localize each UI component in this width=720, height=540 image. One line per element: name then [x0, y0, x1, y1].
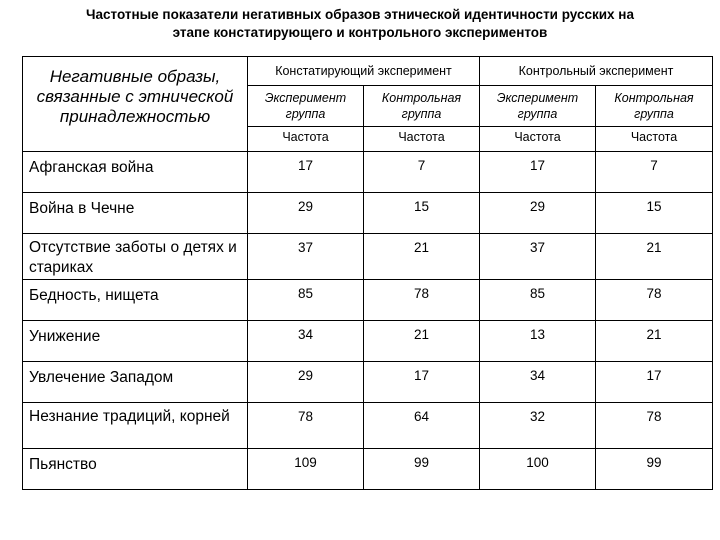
row-label: Незнание традиций, корней: [23, 403, 248, 449]
page-title: [0, 6, 720, 42]
table-cell: 17: [248, 152, 364, 193]
table-cell: 64: [364, 403, 480, 449]
row-label: Бедность, нищета: [23, 280, 248, 321]
table-cell: 21: [364, 321, 480, 362]
table-cell: 78: [364, 280, 480, 321]
table-cell: 37: [480, 234, 596, 280]
table-cell: 17: [480, 152, 596, 193]
table-cell: 7: [596, 152, 713, 193]
table-cell: 37: [248, 234, 364, 280]
table-row: [23, 403, 713, 449]
row-label: Унижение: [23, 321, 248, 362]
table-cell: 109: [248, 449, 364, 490]
frequency-header: Частота: [248, 127, 364, 152]
frequency-header: Частота: [364, 127, 480, 152]
table-row: [23, 362, 713, 403]
row-label: Увлечение Западом: [23, 362, 248, 403]
table-row: [23, 280, 713, 321]
table-cell: 21: [596, 234, 713, 280]
table-cell: 13: [480, 321, 596, 362]
title-line-2: этапе констатирующего и контрольного экспериментов: [172, 25, 548, 40]
table-cell: 78: [248, 403, 364, 449]
table-row: [23, 193, 713, 234]
table-cell: 99: [596, 449, 713, 490]
row-label: Пьянство: [23, 449, 248, 490]
group-header-control: Контрольный эксперимент: [480, 57, 713, 86]
table-cell: 21: [364, 234, 480, 280]
table-cell: 29: [248, 362, 364, 403]
table-row: [23, 234, 713, 280]
frequency-header: Частота: [596, 127, 713, 152]
row-label: Война в Чечне: [23, 193, 248, 234]
subgroup-header: Эксперимент группа: [480, 86, 596, 127]
table-row: [23, 321, 713, 362]
table-cell: 85: [248, 280, 364, 321]
group-header-ascertaining: Констатирующий эксперимент: [248, 57, 480, 86]
table-cell: 99: [364, 449, 480, 490]
table-cell: 15: [596, 193, 713, 234]
table-cell: 29: [248, 193, 364, 234]
table-cell: 32: [480, 403, 596, 449]
table-cell: 15: [364, 193, 480, 234]
table-cell: 29: [480, 193, 596, 234]
table-row: [23, 449, 713, 490]
table-cell: 100: [480, 449, 596, 490]
table-cell: 21: [596, 321, 713, 362]
table-row: [23, 152, 713, 193]
table-cell: 78: [596, 280, 713, 321]
table-cell: 85: [480, 280, 596, 321]
table-cell: 34: [480, 362, 596, 403]
row-label: Афганская война: [23, 152, 248, 193]
row-label: Отсутствие заботы о детях и стариках: [23, 234, 248, 280]
subgroup-header: Контрольная группа: [364, 86, 480, 127]
subgroup-header: Эксперимент группа: [248, 86, 364, 127]
table-cell: 7: [364, 152, 480, 193]
table-cell: 17: [596, 362, 713, 403]
frequency-header: Частота: [480, 127, 596, 152]
title-line-1: Частотные показатели негативных образов этнической идентичности русских на: [86, 7, 634, 22]
corner-header: Негативные образы, связанные с этнической принадлежностью: [23, 57, 248, 152]
frequency-table: [22, 56, 713, 490]
table-cell: 78: [596, 403, 713, 449]
table-cell: 17: [364, 362, 480, 403]
table-cell: 34: [248, 321, 364, 362]
subgroup-header: Контрольная группа: [596, 86, 713, 127]
